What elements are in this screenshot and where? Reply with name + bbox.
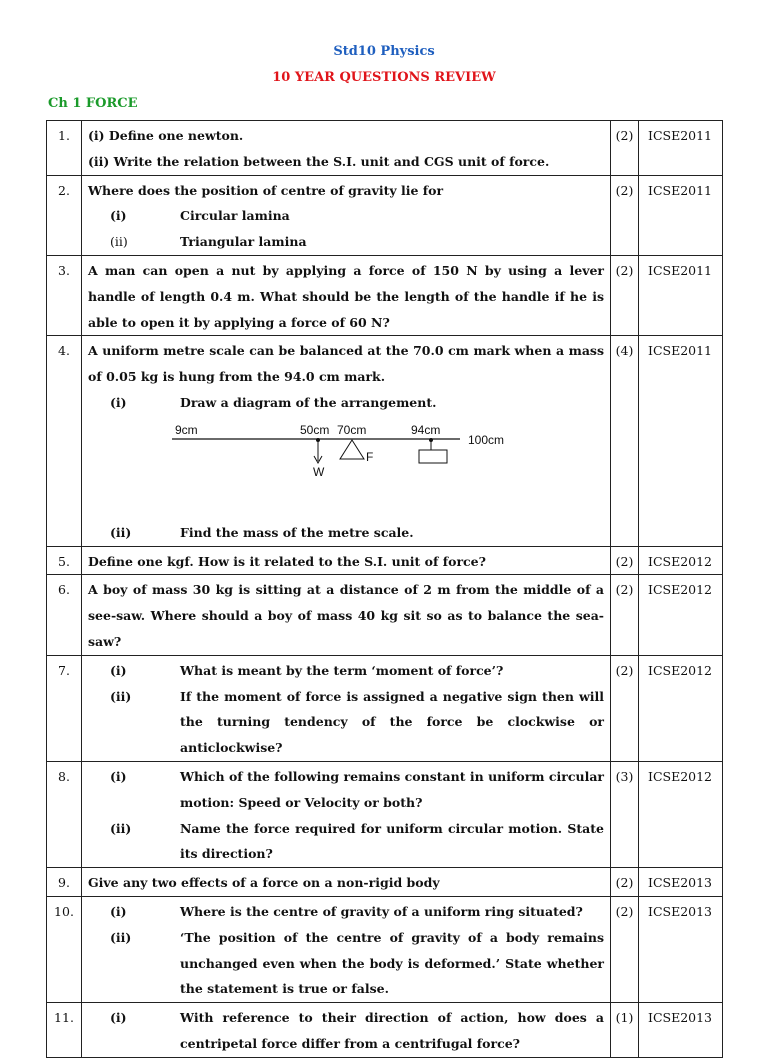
question-number: 11. (47, 1003, 82, 1058)
question-marks: (2) (611, 175, 639, 255)
question-number: 8. (47, 761, 82, 867)
label-94cm: 94cm (411, 422, 441, 437)
table-row (47, 175, 723, 255)
label-f: F (366, 449, 374, 464)
document-title: 10 YEAR QUESTIONS REVIEW (272, 70, 496, 85)
sub-question-label: (ii) (110, 688, 132, 704)
sub-question-text: Circular lamina (180, 208, 290, 224)
question-number: 6. (47, 575, 82, 655)
label-9cm: 9cm (175, 422, 198, 437)
table-row (47, 896, 723, 1002)
questions-table (46, 120, 723, 1058)
sub-question-text: Triangular lamina (180, 234, 307, 250)
sub-question-label: (ii) (110, 929, 132, 945)
question-text (82, 255, 611, 335)
sub-question-text: If the moment of force is assigned a negative sign then will the turning tendency of the force be clockwise or anticlockwise? (180, 688, 604, 756)
sub-question-text: Which of the following remains constant in uniform circular motion: Speed or Velocity or both? (180, 768, 604, 810)
sub-question-text: Find the mass of the metre scale. (180, 524, 414, 540)
question-text (82, 868, 611, 897)
sub-question-label: (i) (110, 1010, 127, 1026)
subject-heading: Std10 Physics (333, 44, 435, 59)
table-row (47, 575, 723, 655)
label-70cm: 70cm (337, 422, 367, 437)
label-w: W (313, 464, 325, 479)
question-year: ICSE2013 (639, 868, 723, 897)
question-marks: (2) (611, 655, 639, 761)
question-number: 2. (47, 175, 82, 255)
question-line: (i) Define one newton. (88, 128, 244, 143)
question-year: ICSE2011 (639, 121, 723, 176)
question-marks: (4) (611, 336, 639, 546)
table-row (47, 336, 723, 546)
sub-question-label: (i) (110, 662, 127, 678)
sub-question-text: Draw a diagram of the arrangement. (180, 394, 437, 410)
table-row (47, 655, 723, 761)
question-number: 5. (47, 546, 82, 575)
question-line: Define one kgf. How is it related to the S.I. unit of force? (88, 553, 486, 569)
sub-question (88, 658, 604, 684)
question-marks: (2) (611, 868, 639, 897)
sub-question (88, 925, 604, 1002)
sub-question-text: Where is the centre of gravity of a uniform ring situated? (180, 903, 583, 919)
sub-question-label: (ii) (110, 820, 132, 836)
sub-question-text: What is meant by the term ‘moment of force’? (180, 662, 504, 678)
question-text (82, 655, 611, 761)
question-year: ICSE2013 (639, 1003, 723, 1058)
sub-question-text: ‘The position of the centre of gravity of a body remains unchanged even when the body is deformed.’ State whether the statement is true or false. (180, 929, 604, 997)
question-line: A boy of mass 30 kg is sitting at a distance of 2 m from the middle of a see-saw. Where should a boy of mass 40 kg sit so as to balance the sea-saw? (88, 582, 604, 649)
label-100cm: 100cm (468, 432, 505, 447)
question-marks: (1) (611, 1003, 639, 1058)
question-year: ICSE2012 (639, 761, 723, 867)
table-row (47, 546, 723, 575)
sub-question (88, 203, 604, 229)
sub-question (88, 1005, 604, 1057)
question-number: 3. (47, 255, 82, 335)
question-text (82, 175, 611, 255)
sub-question-label: (i) (110, 768, 127, 784)
question-line: A man can open a nut by applying a force of 150 N by using a lever handle of length 0.4 m. What should be the length of the handle if he is able to open it by applying a force of 60 N? (88, 262, 604, 330)
question-year: ICSE2011 (639, 175, 723, 255)
question-year: ICSE2012 (639, 655, 723, 761)
question-year: ICSE2013 (639, 896, 723, 1002)
sub-question (88, 684, 604, 761)
question-number: 4. (47, 336, 82, 546)
label-50cm: 50cm (300, 422, 330, 437)
question-year: ICSE2012 (639, 575, 723, 655)
sub-question-label: (i) (110, 394, 127, 410)
table-row (47, 868, 723, 897)
question-text (82, 761, 611, 867)
sub-question-label: (i) (110, 208, 127, 224)
chapter-heading: Ch 1 FORCE (48, 96, 138, 111)
sub-question-text: With reference to their direction of action, how does a centripetal force differ from a centrifugal force? (180, 1010, 604, 1051)
question-text (82, 1003, 611, 1058)
question-number: 1. (47, 121, 82, 176)
question-year: ICSE2012 (639, 546, 723, 575)
hanging-mass-block (419, 450, 447, 463)
question-line: Where does the position of centre of gravity lie for (88, 182, 444, 198)
question-text (82, 575, 611, 655)
question-year: ICSE2011 (639, 255, 723, 335)
sub-question-text: Name the force required for uniform circular motion. State its direction? (180, 820, 604, 862)
sub-question-label: (ii) (110, 524, 132, 540)
question-marks: (2) (611, 896, 639, 1002)
table-row (47, 121, 723, 176)
sub-question-label: (ii) (110, 234, 128, 250)
metre-scale-diagram (88, 416, 604, 520)
question-number: 10. (47, 896, 82, 1002)
table-row (47, 761, 723, 867)
table-row (47, 255, 723, 335)
question-marks: (2) (611, 121, 639, 176)
question-marks: (3) (611, 761, 639, 867)
question-year: ICSE2011 (639, 336, 723, 546)
question-marks: (2) (611, 575, 639, 655)
sub-question (88, 520, 604, 546)
question-marks: (2) (611, 255, 639, 335)
question-text (82, 896, 611, 1002)
question-text (82, 121, 611, 176)
question-line: (ii) Write the relation between the S.I. unit and CGS unit of force. (88, 153, 550, 169)
sub-question (88, 229, 604, 255)
question-line: A uniform metre scale can be balanced at the 70.0 cm mark when a mass of 0.05 kg is hung from the 94.0 cm mark. (88, 343, 604, 385)
question-number: 9. (47, 868, 82, 897)
question-line: Give any two effects of a force on a non-rigid body (88, 875, 440, 891)
sub-question (88, 899, 604, 925)
question-marks: (2) (611, 546, 639, 575)
sub-question (88, 390, 604, 416)
table-row (47, 1003, 723, 1058)
question-text (82, 546, 611, 575)
sub-question (88, 816, 604, 868)
sub-question-label: (i) (110, 903, 127, 919)
fulcrum-triangle (340, 440, 364, 459)
sub-question (88, 764, 604, 816)
question-text (82, 336, 611, 546)
question-number: 7. (47, 655, 82, 761)
